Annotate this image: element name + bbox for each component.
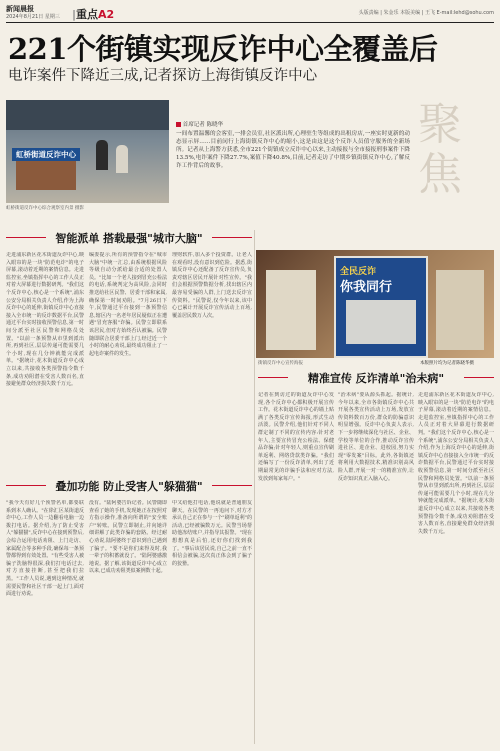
- poster-headline-big: 你我同行: [340, 280, 393, 295]
- masthead: [6, 4, 494, 22]
- poster-caption-right: 本版照片均为记者陈晓华摄: [420, 361, 474, 366]
- article-column-9: 走进浦东新区花木街道反诈中心,映入眼帘的是一块"防范电诈"的电子屏幕,滚动着近期的案情信息。走进监控室,坐镇指挥中心的工作人员正对着大屏幕进行数据研判。"我们这个反诈中心,核心是一个系统",浦东公安分局相关负责人介绍,作为上海反诈中心的延伸,街镇反诈中心直接接入全市统一的反诈数据平台,民警通过平台实时接收预警信息,第一时间分派至社区民警和网格员处置。"以前一条预警从市里到派出所,再到社区,层层传递可能需要几个小时,现在几分钟就能完成派单。"据统计,花木街道反诈中心成立以来,共接收各类预警指令数千条,成功劝阻潜在受害人数百名,直接避免群众经济损失数千万元。: [418, 392, 494, 535]
- poster-caption-left: 街镇反诈中心宣传海报: [258, 361, 303, 366]
- article-column-5: 没有。"陆阿婆告诉记者。民警随即查看了她的手机,发现她正在按照对方指示操作,准备向所谓的"安全账户"转账。民警立即制止,并向她详细讲解了此类诈骗的套路。经过耐心劝说,陆阿婆终于意识到自己遇到了骗子。"要不是你们来得及时,我一辈子的积蓄就没了。"陆阿婆感激地说。据了解,该街道反诈中心成立以来,已成功劝阻类似案例数十起。: [89, 500, 167, 575]
- issue-date: 2024年8月21日 星期三: [6, 14, 60, 20]
- section-title-3: 精准宣传 反诈清单"治未病": [288, 370, 464, 386]
- headline: 221个街镇实现反诈中心全覆盖后: [8, 32, 438, 66]
- lead-paragraph: 一间布置温馨的会客室,一排会员室,社区派出所,心理驻生等组成的出租房店,一座实时更新的动态显示屏……目前闵行上海街镇反诈中心的缩小,这是由这是这个反诈人员值守服务的全新场所。记者从上海警方获悉,全市221个街镇成立反诈中心以来,主动接报与全市接报刑事案件下降13.5%,电诈案件下降27.7%,案值下降40.8%,目前,记者走访了中期乡镇街镇反诈中心,了解反诈工作背后的故事。: [176, 131, 410, 169]
- article-column-6: 中又给他打电话,他说就是普通朋友聊天。在民警的一再追问下,对方才承认自己正在参与一个"刷单返利"的活动,已经被骗数万元。民警当场帮助他冻结账户,并指导其报警。"现在想想真是后怕,还好你们找到我了。"事后该居民说,自己之前一直不相信会被骗,这次真正体会到了骗子的狡猾。: [172, 500, 252, 567]
- subheadline: 电诈案件下降近三成,记者探访上海街镇反诈中心: [8, 68, 318, 84]
- section-label: |重点A2: [72, 8, 115, 21]
- article-column-3: 理财软件,加入多个投资群。让老人在观看时,没有意识到危险。据悉,街镇反诈中心还配备了反诈宣传员,负责对辖区居民开展针对性宣传。"我们会根据预警数据分析,找出辖区内最容易受骗的人群,上门送去反诈宣传资料。"民警说,仅今年以来,该中心已累计开展反诈宣传活动上百场,覆盖居民数万人次。: [172, 252, 252, 319]
- article-column-2: 编委提示,所有的预警指令在"城市大脑"中统一汇总,由系统根据风险等级自动分派给最合适的处置人员。"比如一个老人接到冒充公检法的电话,系统判定为高风险,会同时推送给社区民警、居委干部和家属,确保第一时间劝阻。"7月26日下午,民警通过平台接到一条预警信息,辖区内一名老年居民疑似正在遭遇"冒充客服"诈骗。民警立即联系该居民,但对方始终否认被骗。民警随即联合居委干部上门,经过近一个小时的耐心劝说,最终成功阻止了一起电诈案件的发生。: [89, 252, 167, 357]
- article-column-7: 记者在到访过的街道反诈中心发现,各个反诈中心都积极开展宣传工作。花木街道反诈中心的墙上贴满了各类反诈宣传海报,形式生动活泼。民警介绍,他们针对不同人群定制了不同的宣传内容:针对老年人,主要宣传冒充公检法、保健品诈骗;针对年轻人,则重点宣传刷单返利、网络贷款类诈骗。"我们还编写了一份反诈清单,列出了近期最常见的诈骗手法和应对方法,发放到每家每户。": [258, 392, 334, 482]
- photo-caption: 虹桥街道反诈中心综合观察室内景 摄影: [6, 206, 84, 211]
- article-column-1: 走进浦东新区花木街道反诈中心,映入眼帘的是一块"防范电诈"的电子屏幕,滚动着近期的案情信息。走进监控室,坐镇指挥中心的工作人员正对着大屏幕进行数据研判。"我们这个反诈中心,核心是一个系统",浦东公安分局相关负责人介绍,作为上海反诈中心的延伸,街镇反诈中心直接接入全市统一的反诈数据平台,民警通过平台实时接收预警信息,第一时间分派至社区民警和网格员处置。"以前一条预警从市里到派出所,再到社区,层层传递可能需要几个小时,现在几分钟就能完成派单。"据统计,花木街道反诈中心成立以来,共接收各类预警指令数千条,成功劝阻潜在受害人数百名,直接避免群众经济损失数千万元。: [6, 252, 84, 388]
- poster-headline-small: 全民反诈: [340, 267, 377, 277]
- reporter-line: 首席记者 陈晓华: [176, 120, 223, 128]
- editor-info: 头版责编 | 朱金乐 本版美编 | 王飞 E-mail:lehd@sohu.com: [358, 10, 494, 16]
- article-column-4: "我今天有好几个预警名单,都要联系到本人确认。"在徐汇区某街道反诈中心,工作人员一边翻看电脑一边拨打电话。据介绍,为了防止受害人"躲猫猫",反诈中心在接到预警后,会综合运用电话劝阻、上门走访、家属配合等多种手段,确保每一条预警都得到有效处置。"有些受害人被骗子洗脑得很深,我们打电话过去,对方直接挂断,甚至把我们拉黑。"工作人员说,遇到这种情况,就需要民警和社区干部一起上门,面对面进行劝说。: [6, 500, 84, 598]
- poster-photo: [256, 250, 494, 358]
- reception-photo: [6, 100, 169, 203]
- section-header-3: [258, 370, 494, 386]
- section-watermark: 聚焦: [418, 99, 466, 200]
- paper-name: 新闻晨报: [6, 4, 34, 13]
- photo-sign: 虹桥街道反诈中心: [12, 148, 80, 161]
- section-header-1: [6, 230, 252, 246]
- section-title-2: 叠加功能 防止受害人"躲猫猫": [46, 478, 212, 494]
- section-title-1: 智能派单 搭载最强"城市大脑": [46, 230, 212, 246]
- bullet-icon: [176, 122, 181, 127]
- page-code: A2: [98, 8, 115, 21]
- section-header-2: [6, 478, 252, 494]
- article-column-8: "治未病"要从源头抓起。据统计,今年以来,全市各街镇反诈中心共开展各类宣传活动上万场,发放宣传资料数百万份,群众的防骗意识明显增强。反诈中心负责人表示,下一步将继续深化与社区、企业、学校等单位的合作,推动反诈宣传进社区、进企业、进校园,努力实现"零发案"目标。此外,各街镇还将利用大数据技术,精准识别高风险人群,开展一对一的精准宣传,让反诈知识真正入脑入心。: [338, 392, 414, 482]
